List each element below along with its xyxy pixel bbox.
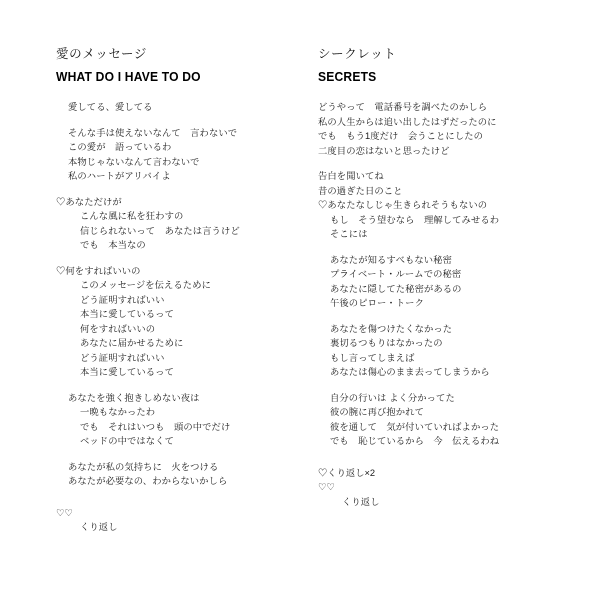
left-song-column bbox=[22, 44, 300, 546]
lyrics-stanza bbox=[56, 264, 290, 380]
lyrics-line: あなたを強く抱きしめない夜は bbox=[68, 392, 200, 403]
lyrics-line: あなたに届かせるために bbox=[80, 338, 184, 348]
right-song-japanese-title: シークレット bbox=[318, 47, 397, 61]
refrain-hearts: ♡♡ bbox=[318, 482, 335, 492]
lyrics-line: もし そう望むなら 理解してみせるわ bbox=[330, 214, 500, 225]
refrain-label: くり返し bbox=[342, 496, 380, 507]
lyrics-line: でも それはいつも 頭の中でだけ bbox=[80, 421, 231, 432]
lyrics-line: 告白を聞いてね bbox=[318, 171, 384, 181]
lyrics-stanza bbox=[56, 195, 290, 253]
right-song-lyrics bbox=[318, 100, 572, 509]
lyrics-line: 私のハートがアリバイよ bbox=[68, 171, 171, 181]
lyrics-line: プライベート・ルームでの秘密 bbox=[330, 269, 462, 279]
lyrics-line: 午後のピロー・トーク bbox=[330, 298, 424, 308]
lyrics-stanza bbox=[56, 391, 290, 449]
lyrics-line: ベッドの中ではなくて bbox=[80, 436, 174, 446]
right-song-column bbox=[300, 44, 578, 520]
lyrics-line: ♡あなたなしじゃ生きられそうもないの bbox=[318, 200, 488, 210]
lyrics-line: でも 本当なの bbox=[80, 240, 146, 250]
left-song-lyrics bbox=[56, 100, 290, 535]
lyrics-line: 本物じゃないなんて言わないで bbox=[68, 156, 200, 167]
lyrics-line: そこには bbox=[330, 229, 368, 239]
refrain-label: くり返し bbox=[80, 522, 118, 532]
lyrics-line: どう証明すればいい bbox=[80, 352, 165, 363]
lyrics-line: でも 恥じているから 今 伝えるわね bbox=[330, 436, 500, 446]
lyrics-line: そんな手は使えないなんて 言わないで bbox=[68, 127, 238, 138]
lyrics-line: 愛してる、愛してる bbox=[68, 102, 153, 112]
lyrics-line: あなたが知るすべもない秘密 bbox=[330, 254, 452, 265]
right-song-english-title: SECRETS bbox=[318, 69, 377, 84]
lyrics-line: 何をすればいいの bbox=[80, 323, 156, 334]
lyrics-stanza bbox=[56, 100, 290, 115]
lyrics-line: 二度目の恋はないと思ったけど bbox=[318, 145, 450, 156]
lyrics-line: こんな風に私を狂わすの bbox=[80, 211, 184, 221]
lyrics-line: どう証明すればいい bbox=[80, 294, 165, 305]
lyrics-line: 彼の腕に再び抱かれて bbox=[330, 407, 424, 417]
lyrics-line: 信じられないって あなたは言うけど bbox=[80, 225, 240, 236]
lyrics-line: あなたが必要なの、わからないかしら bbox=[68, 476, 228, 486]
lyrics-line: あなたが私の気持ちに 火をつける bbox=[68, 461, 219, 472]
lyrics-line: ♡あなただけが bbox=[56, 196, 122, 207]
lyrics-line: 私の人生からは追い出したはずだったのに bbox=[318, 116, 497, 127]
lyrics-stanza bbox=[56, 126, 290, 184]
lyrics-line: この愛が 語っているわ bbox=[68, 142, 172, 152]
left-song-japanese-title: 愛のメッセージ bbox=[56, 47, 147, 61]
lyrics-line: このメッセージを伝えるために bbox=[80, 280, 211, 290]
lyrics-line: もし言ってしまえば bbox=[330, 352, 415, 363]
lyrics-stanza bbox=[318, 169, 572, 242]
lyrics-line: 本当に愛しているって bbox=[80, 367, 174, 377]
lyrics-line: でも もう1度だけ 会うことにしたの bbox=[318, 131, 484, 141]
lyrics-line: あなたは傷心のまま去ってしまうから bbox=[330, 367, 490, 377]
lyrics-line: 彼を通して 気が付いていればよかった bbox=[330, 421, 500, 432]
lyrics-line: 裏切るつもりはなかったの bbox=[330, 338, 443, 348]
lyrics-line: どうやって 電話番号を調べたのかしら bbox=[318, 102, 488, 112]
lyrics-refrain-marker bbox=[56, 506, 290, 535]
refrain-repeat-label: ♡くり返し×2 bbox=[318, 467, 376, 478]
lyrics-stanza bbox=[318, 100, 572, 158]
refrain-hearts: ♡♡ bbox=[56, 507, 73, 518]
lyrics-stanza bbox=[318, 253, 572, 311]
lyrics-refrain-marker bbox=[318, 466, 572, 510]
lyrics-line: 昔の過ぎた日のこと bbox=[318, 185, 403, 196]
two-column-layout bbox=[22, 44, 578, 546]
lyrics-line: 一晩もなかったわ bbox=[80, 407, 156, 417]
lyrics-line: あなたを傷つけたくなかった bbox=[330, 323, 453, 334]
lyrics-line: ♡何をすればいいの bbox=[56, 265, 141, 276]
lyrics-line: 本当に愛しているって bbox=[80, 309, 174, 319]
lyrics-stanza bbox=[318, 322, 572, 380]
lyrics-stanza bbox=[318, 391, 572, 449]
lyrics-stanza bbox=[56, 460, 290, 489]
lyrics-line: あなたに隠してた秘密があるの bbox=[330, 283, 462, 294]
left-song-english-title: WHAT DO I HAVE TO DO bbox=[56, 69, 201, 84]
lyrics-line: 自分の行いは よく分かってた bbox=[330, 392, 455, 403]
